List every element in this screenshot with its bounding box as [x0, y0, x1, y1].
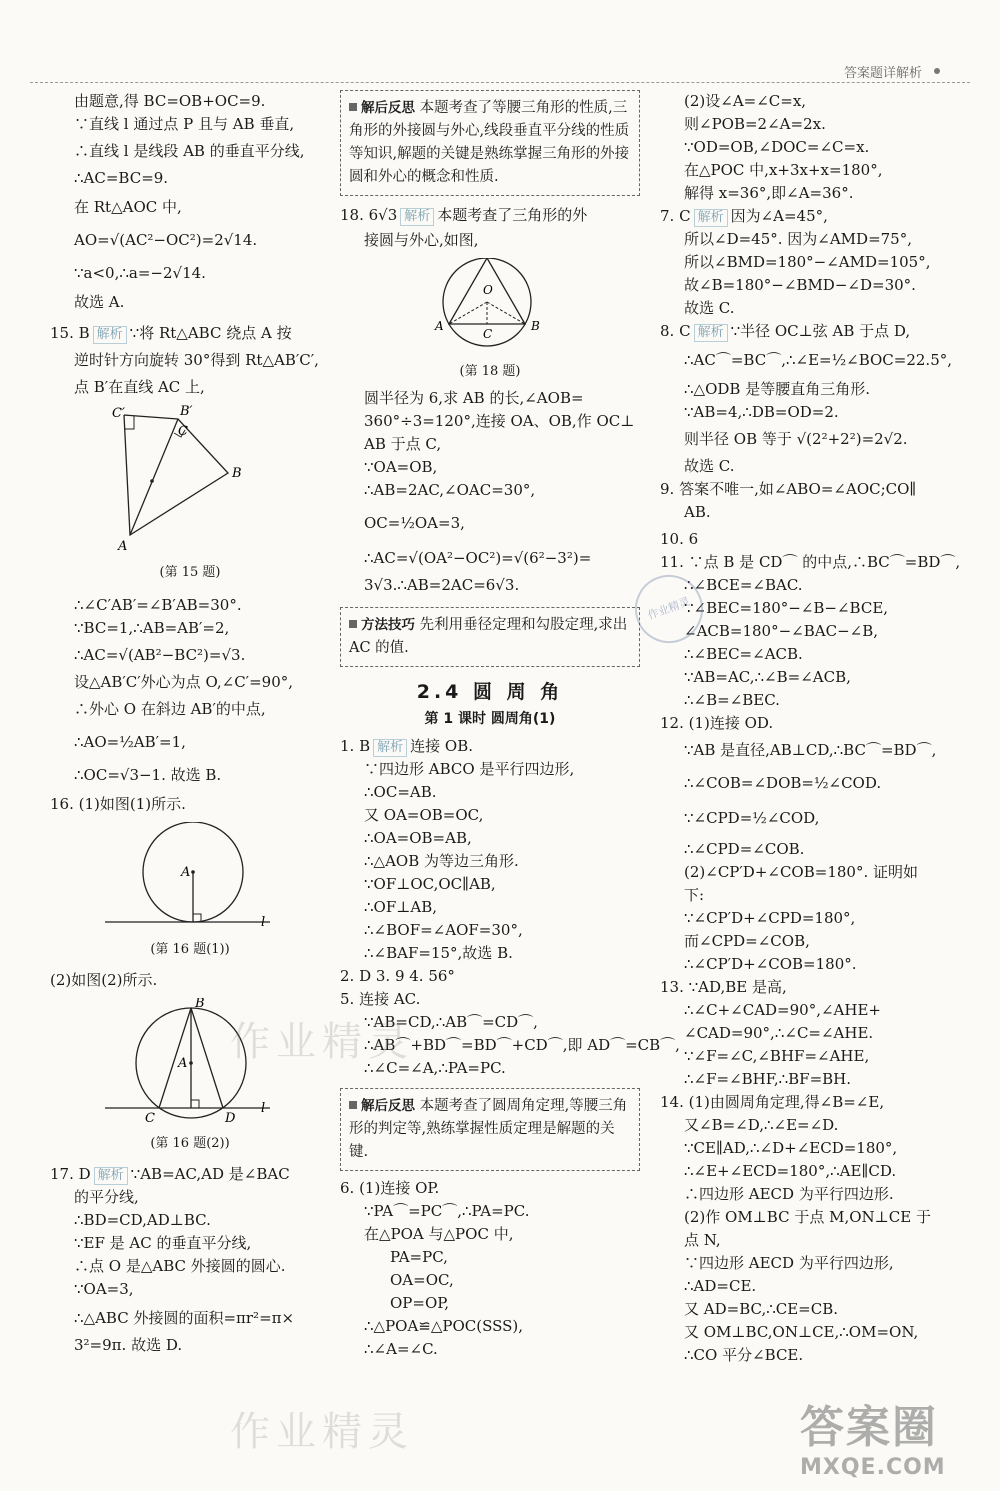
box-title: 解后反思 [349, 100, 415, 116]
text-line: 点 N, [684, 1231, 721, 1249]
text-line: (2)∠CP′D+∠COB=180°. 证明如 [684, 863, 918, 881]
text-line: ∵四边形 AECD 为平行四边形, [684, 1254, 894, 1272]
text-line: ∴点 O 是△ABC 外接圆的圆心. [74, 1257, 286, 1275]
text-line: (2)作 OM⊥BC 于点 M,ON⊥CE 于 [684, 1208, 931, 1226]
text-line: 点 B′在直线 AC 上, [74, 378, 205, 396]
text-line: OA=OC, [390, 1271, 454, 1289]
text-line: OC=½OA=3, [364, 514, 465, 532]
text-line: ∵OA=OB, [364, 458, 438, 476]
analysis-tag: 解析 [373, 739, 407, 757]
text-line: ∵∠BEC=180°−∠B−∠BCE, [684, 599, 889, 617]
text-line: ∴AC=√(AB²−BC²)=√3. [74, 646, 246, 664]
watermark: 作业精灵 [230, 1409, 414, 1455]
analysis-tag: 解析 [93, 326, 127, 344]
analysis-tag: 解析 [694, 209, 728, 227]
question-number: 18. 6√3 [340, 206, 398, 224]
reflection-box [340, 1088, 640, 1171]
reflection-box [340, 90, 640, 196]
label-c: C [145, 1111, 155, 1126]
text-line: ∴AD=CE. [684, 1277, 757, 1295]
text-line: ∴外心 O 在斜边 AB′的中点, [74, 700, 266, 718]
text-line: ∴∠A=∠C. [364, 1340, 438, 1358]
text-line: 设△AB′C′外心为点 O,∠C′=90°, [74, 673, 294, 691]
text-line: 下: [684, 886, 705, 904]
text-line: ∵AB 是直径,AB⊥CD,∴BC⌒=BD⌒, [684, 741, 937, 759]
label-c-prime: C′ [112, 406, 125, 421]
text-line: ∵四边形 ABCO 是平行四边形, [364, 760, 575, 778]
label-a: A [178, 1056, 188, 1071]
figure-caption: (第 16 题(2)) [150, 1136, 230, 1151]
question-number: 15. B [50, 324, 90, 342]
label-o: O [483, 283, 493, 297]
text-line: ∵将 Rt△ABC 绕点 A 按 [129, 324, 292, 342]
text-line: 12. (1)连接 OD. [660, 714, 774, 732]
text-line: ∵AB=4,∴DB=OD=2. [684, 403, 839, 421]
text-line: 在△POC 中,x+3x+x=180°, [684, 161, 883, 179]
text-line: ∵AB=CD,∴AB⌒=CD⌒, [364, 1013, 538, 1031]
text-line: 故选 C. [684, 457, 735, 475]
text-line: AB 于点 C, [364, 435, 442, 453]
box-text: 本题考查了等腰三角形的性质,三角形的外接圆与外心,线段垂直平分线的性质等知识,解题的关键是熟练掌握三角形的外接圆和外心的概念和性质. [349, 100, 630, 185]
text-line: AB. [684, 503, 711, 521]
text-line: 则半径 OB 等于 √(2²+2²)=2√2. [684, 430, 908, 448]
text-line: ∴四边形 AECD 为平行四边形. [684, 1185, 894, 1203]
label-b: B [531, 319, 540, 333]
text-line: 逆时针方向旋转 30°得到 Rt△AB′C′, [74, 351, 319, 369]
column-3 [660, 90, 960, 1367]
text-line: 2. D 3. 9 4. 56° [340, 967, 455, 985]
text-line: ∵EF 是 AC 的垂直平分线, [74, 1234, 252, 1252]
text-line: ∵直线 l 通过点 P 且与 AB 垂直, [74, 115, 295, 133]
text-line: ∵AB=AC,∴∠B=∠ACB, [684, 668, 851, 686]
figure-15 [110, 405, 270, 555]
analysis-tag: 解析 [94, 1167, 128, 1185]
text-line: ∠ACB=180°−∠BAC−∠B, [684, 622, 878, 640]
text-line: ∴△ABC 外接圆的面积=πr²=π× [74, 1309, 295, 1327]
text-line: 14. (1)由圆周角定理,得∠B=∠E, [660, 1093, 885, 1111]
text-line: ∵∠CP′D+∠CPD=180°, [684, 909, 856, 927]
label-b: B [232, 466, 242, 481]
box-text: 本题考查了圆周角定理,等腰三角形的判定等,熟练掌握性质定理是解题的关键. [349, 1098, 628, 1160]
text-line: ∴∠C=∠A,∴PA=PC. [364, 1059, 506, 1077]
text-line: ∴∠C′AB′=∠B′AB=30°. [74, 596, 242, 614]
text-line: ∴∠BAF=15°,故选 B. [364, 944, 513, 962]
text-line: ∴∠BCE=∠BAC. [684, 576, 803, 594]
label-c: C [178, 424, 188, 439]
text-line: ∴AB=2AC,∠OAC=30°, [364, 481, 536, 499]
text-line: ∴BD=CD,AD⊥BC. [74, 1211, 211, 1229]
label-l: l [261, 1101, 266, 1116]
text-line: ∴OA=OB=AB, [364, 829, 472, 847]
text-line: (2)如图(2)所示. [50, 971, 158, 989]
text-line: 360°÷3=120°,连接 OA、OB,作 OC⊥ [364, 412, 635, 430]
text-line: (2)设∠A=∠C=x, [684, 92, 807, 110]
text-line: ∴∠CPD=∠COB. [684, 840, 805, 858]
text-line: ∠CAD=90°,∴∠C=∠AHE. [684, 1024, 874, 1042]
text-line: 本题考查了三角形的外 [437, 206, 588, 224]
question-number: 1. B [340, 737, 371, 755]
text-line: 3²=9π. 故选 D. [74, 1336, 183, 1354]
site-logo [800, 1391, 980, 1481]
figure-caption: (第 18 题) [459, 364, 521, 379]
text-line: ∵OA=3, [74, 1280, 134, 1298]
text-line: ∵CE∥AD,∴∠D+∠ECD=180°, [684, 1139, 898, 1157]
text-line: 9. 答案不唯一,如∠ABO=∠AOC;CO∥ [660, 480, 917, 498]
label-a: A [181, 865, 191, 880]
text-line: 则∠POB=2∠A=2x. [684, 115, 826, 133]
text-line: 在 Rt△AOC 中, [74, 198, 182, 216]
analysis-tag: 解析 [694, 324, 728, 342]
subsection-title: 第 1 课时 圆周角(1) [424, 711, 556, 727]
section-title: 2.4 圆 周 角 [416, 681, 564, 703]
text-line: ∵BC=1,∴AB=AB′=2, [74, 619, 230, 637]
text-line: ∴OC=AB. [364, 783, 437, 801]
text-line: ∴∠C+∠CAD=90°,∠AHE+ [684, 1001, 881, 1019]
text-line: ∵AB=AC,AD 是∠BAC [130, 1165, 290, 1183]
label-a: A [435, 319, 444, 333]
label-b: B [195, 998, 205, 1011]
text-line: OP=OP, [390, 1294, 450, 1312]
text-line: 10. 6 [660, 530, 699, 548]
text-line: 由题意,得 BC=OB+OC=9. [74, 92, 266, 110]
text-line: ∵a<0,∴a=−2√14. [74, 264, 206, 282]
question-number: 7. C [660, 207, 691, 225]
question-number: 8. C [660, 322, 691, 340]
text-line: ∵OF⊥OC,OC∥AB, [364, 875, 496, 893]
text-line: ∴△POA≌△POC(SSS), [364, 1317, 524, 1335]
text-line: ∴△ODB 是等腰直角三角形. [684, 380, 870, 398]
text-line: ∵半径 OC⊥弦 AB 于点 D, [730, 322, 911, 340]
text-line: ∴∠F=∠BHF,∴BF=BH. [684, 1070, 852, 1088]
label-d: D [225, 1111, 236, 1126]
text-line: ∵OD=OB,∠DOC=∠C=x. [684, 138, 870, 156]
text-line: 6. (1)连接 OP. [340, 1179, 440, 1197]
label-c: C [483, 327, 493, 341]
label-a: A [118, 539, 128, 554]
text-line: 11. ∵点 B 是 CD⌒ 的中点,∴BC⌒=BD⌒, [660, 553, 961, 571]
page-header [30, 62, 970, 83]
text-line: ∴AB⌒+BD⌒=BD⌒+CD⌒,即 AD⌒=CB⌒, [364, 1036, 680, 1054]
text-line: ∴∠BEC=∠ACB. [684, 645, 803, 663]
question-1 [340, 735, 640, 758]
question-15 [50, 322, 330, 345]
text-line: ∴∠E+∠ECD=180°,∴AE∥CD. [684, 1162, 897, 1180]
method-box [340, 607, 640, 667]
column-1 [50, 90, 330, 1357]
text-line: 所以∠BMD=180°−∠AMD=105°, [684, 253, 931, 271]
text-line: ∴OC=√3−1. 故选 B. [74, 766, 222, 784]
figure-16-1 [105, 822, 275, 932]
text-line: 又 OA=OB=OC, [364, 806, 484, 824]
text-line: ∴∠B=∠BEC. [684, 691, 780, 709]
text-line: 故∠B=180°−∠BMD−∠D=30°. [684, 276, 916, 294]
question-8 [660, 320, 960, 343]
box-text: 先利用垂径定理和勾股定理,求出 AC 的值. [349, 617, 628, 656]
text-line: ∴∠COB=∠DOB=½∠COD. [684, 774, 882, 792]
text-line: 3√3.∴AB=2AC=6√3. [364, 576, 520, 594]
text-line: ∴OF⊥AB, [364, 898, 437, 916]
question-17 [50, 1163, 330, 1186]
text-line: 所以∠D=45°. 因为∠AMD=75°, [684, 230, 912, 248]
text-line: AO=√(AC²−OC²)=2√14. [74, 231, 258, 249]
text-line: 因为∠A=45°, [730, 207, 828, 225]
text-line: 又 OM⊥BC,ON⊥CE,∴OM=ON, [684, 1323, 919, 1341]
question-number: 17. D [50, 1165, 91, 1183]
text-line: ∵PA⌒=PC⌒,∴PA=PC. [364, 1202, 530, 1220]
text-line: 故选 C. [684, 299, 735, 317]
text-line: ∴AO=½AB′=1, [74, 733, 186, 751]
text-line: ∴CO 平分∠BCE. [684, 1346, 804, 1364]
header-dot-icon [934, 68, 940, 74]
text-line: ∴AC=√(OA²−OC²)=√(6²−3²)= [364, 549, 592, 567]
figure-caption: (第 16 题(1)) [150, 942, 230, 957]
text-line: 解得 x=36°,即∠A=36°. [684, 184, 854, 202]
text-line: 在△POA 与△POC 中, [364, 1225, 514, 1243]
label-l: l [261, 915, 266, 930]
text-line: 而∠CPD=∠COB, [684, 932, 810, 950]
text-line: 故选 A. [74, 293, 125, 311]
logo-text: 答案圈 [800, 1402, 938, 1453]
text-line: 接圆与外心,如图, [364, 231, 479, 249]
label-b-prime: B′ [180, 405, 193, 419]
text-line: PA=PC, [390, 1248, 448, 1266]
text-line: ∴AC=BC=9. [74, 169, 169, 187]
text-line: 13. ∵AD,BE 是高, [660, 978, 787, 996]
question-18 [340, 204, 640, 227]
figure-18 [425, 258, 555, 354]
box-title: 解后反思 [349, 1098, 415, 1114]
text-line: 16. (1)如图(1)所示. [50, 795, 186, 813]
text-line: 又 AD=BC,∴CE=CB. [684, 1300, 839, 1318]
text-line: ∴△AOB 为等边三角形. [364, 852, 519, 870]
text-line: 的平分线, [74, 1188, 139, 1206]
text-line: ∴AC⌒=BC⌒,∴∠E=½∠BOC=22.5°, [684, 351, 953, 369]
analysis-tag: 解析 [400, 208, 434, 226]
text-line: 又∠B=∠D,∴∠E=∠D. [684, 1116, 839, 1134]
question-7 [660, 205, 960, 228]
text-line: ∵∠F=∠C,∠BHF=∠AHE, [684, 1047, 870, 1065]
figure-caption: (第 15 题) [159, 565, 221, 580]
stamp-watermark: 作业精灵 [625, 565, 712, 652]
text-line: 圆半径为 6,求 AB 的长,∠AOB= [364, 389, 584, 407]
logo-url: MXQE.COM [800, 1455, 946, 1480]
text-line: ∵∠CPD=½∠COD, [684, 809, 820, 827]
text-line: ∴∠CP′D+∠COB=180°. [684, 955, 857, 973]
text-line: 连接 OB. [410, 737, 473, 755]
text-line: 5. 连接 AC. [340, 990, 421, 1008]
box-title: 方法技巧 [349, 617, 415, 633]
text-line: ∴∠BOF=∠AOF=30°, [364, 921, 523, 939]
text-line: ∴直线 l 是线段 AB 的垂直平分线, [74, 142, 305, 160]
watermark: 作业精灵 [230, 1019, 414, 1065]
header-title: 答案题详解析 [843, 66, 922, 81]
